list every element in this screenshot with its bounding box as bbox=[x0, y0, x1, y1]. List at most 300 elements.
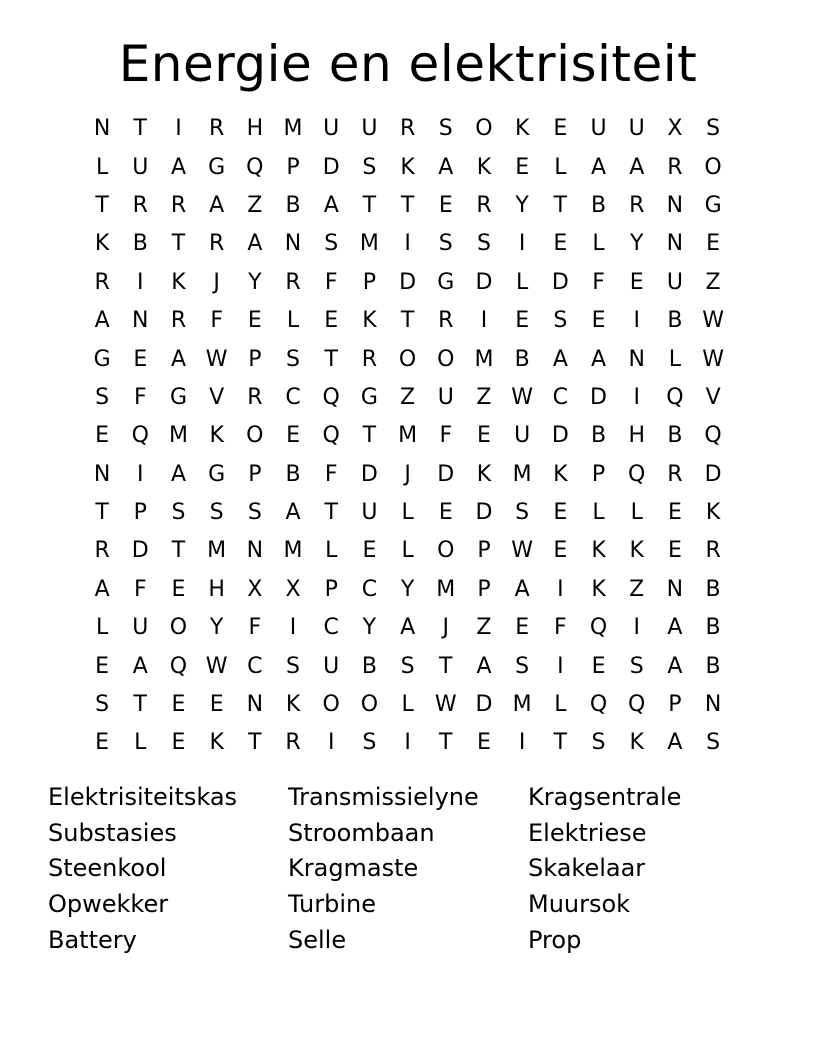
grid-letter: A bbox=[476, 653, 492, 679]
grid-letter: T bbox=[171, 538, 186, 564]
grid-letter: H bbox=[208, 576, 225, 602]
grid-letter: A bbox=[667, 653, 683, 679]
grid-letter: Z bbox=[476, 615, 492, 641]
grid-letter: K bbox=[400, 154, 415, 180]
grid-letter: F bbox=[133, 576, 147, 602]
grid-letter: R bbox=[667, 154, 683, 180]
grid-letter: R bbox=[399, 116, 416, 142]
word-list bbox=[48, 780, 768, 958]
grid-letter: W bbox=[702, 308, 724, 334]
grid-letter: Q bbox=[589, 615, 608, 641]
grid-letter: S bbox=[706, 730, 721, 756]
grid-letter: E bbox=[553, 538, 568, 564]
word-list-item: Elektrisiteitskas bbox=[48, 783, 238, 812]
grid-letter: L bbox=[630, 500, 643, 526]
grid-letter: W bbox=[511, 384, 534, 410]
grid-letter: W bbox=[205, 653, 228, 679]
grid-letter: A bbox=[438, 154, 454, 180]
grid-letter: S bbox=[591, 730, 606, 756]
grid-letter: T bbox=[248, 730, 262, 756]
word-list-row bbox=[48, 816, 768, 852]
grid-letter: N bbox=[246, 538, 264, 564]
grid-letter: D bbox=[322, 154, 340, 180]
grid-letter: W bbox=[205, 346, 228, 372]
grid-letter: R bbox=[94, 269, 110, 295]
grid-letter: M bbox=[398, 423, 418, 449]
grid-letter: D bbox=[704, 461, 722, 487]
grid-letter: T bbox=[362, 423, 377, 449]
grid-row bbox=[83, 609, 733, 647]
grid-letter: D bbox=[437, 461, 455, 487]
grid-letter: U bbox=[590, 116, 607, 142]
grid-letter: I bbox=[137, 269, 144, 295]
grid-letter: S bbox=[324, 231, 339, 257]
grid-letter: K bbox=[285, 692, 301, 718]
grid-letter: L bbox=[401, 692, 414, 718]
grid-letter: Y bbox=[629, 231, 644, 257]
grid-row bbox=[83, 724, 733, 762]
word-list-item: Selle bbox=[288, 925, 347, 954]
grid-letter: W bbox=[702, 346, 724, 372]
grid-letter: Q bbox=[589, 692, 608, 718]
grid-letter: R bbox=[94, 538, 110, 564]
grid-letter: Q bbox=[628, 461, 646, 487]
grid-letter: T bbox=[400, 192, 415, 218]
grid-letter: B bbox=[667, 308, 683, 334]
grid-letter: A bbox=[94, 576, 110, 602]
grid-letter: B bbox=[285, 192, 301, 218]
grid-letter: K bbox=[362, 308, 377, 334]
grid-letter: K bbox=[705, 500, 721, 526]
grid-letter: S bbox=[515, 653, 530, 679]
grid-letter: M bbox=[512, 692, 532, 718]
grid-letter: Y bbox=[248, 269, 262, 295]
grid-letter: A bbox=[170, 346, 186, 372]
grid-letter: A bbox=[209, 192, 225, 218]
grid-letter: A bbox=[94, 308, 110, 334]
grid-letter: V bbox=[209, 384, 225, 410]
grid-row bbox=[83, 302, 733, 340]
grid-letter: I bbox=[557, 653, 564, 679]
grid-letter: T bbox=[324, 346, 338, 372]
grid-letter: K bbox=[476, 461, 492, 487]
grid-letter: L bbox=[95, 615, 109, 641]
grid-letter: T bbox=[171, 231, 186, 257]
grid-letter: S bbox=[706, 116, 721, 142]
grid-letter: S bbox=[400, 653, 415, 679]
grid-letter: D bbox=[475, 269, 493, 295]
grid-letter: E bbox=[95, 423, 110, 449]
grid-letter: R bbox=[209, 231, 225, 257]
grid-letter: P bbox=[286, 154, 300, 180]
grid-letter: I bbox=[518, 231, 526, 257]
grid-letter: S bbox=[476, 231, 491, 257]
grid-letter: S bbox=[209, 500, 224, 526]
grid-letter: A bbox=[591, 346, 607, 372]
grid-letter: L bbox=[286, 308, 300, 334]
grid-letter: K bbox=[629, 730, 644, 756]
grid-letter: H bbox=[628, 423, 645, 449]
grid-letter: D bbox=[475, 692, 493, 718]
word-list-item: Battery bbox=[48, 925, 137, 954]
grid-letter: C bbox=[247, 653, 263, 679]
word-list-row bbox=[48, 887, 768, 923]
grid-letter: B bbox=[705, 615, 721, 641]
grid-letter: L bbox=[592, 231, 605, 257]
grid-letter: R bbox=[132, 192, 148, 218]
grid-letter: U bbox=[628, 116, 645, 142]
grid-letter: U bbox=[132, 615, 149, 641]
grid-letter: M bbox=[283, 538, 303, 564]
grid-letter: U bbox=[361, 500, 378, 526]
grid-letter: K bbox=[514, 116, 530, 142]
grid-letter: Q bbox=[131, 423, 149, 449]
grid-letter: D bbox=[399, 269, 417, 295]
grid-letter: K bbox=[591, 538, 606, 564]
word-list-row bbox=[48, 922, 768, 958]
grid-letter: N bbox=[666, 576, 684, 602]
grid-letter: E bbox=[286, 423, 300, 449]
grid-letter: A bbox=[667, 730, 683, 756]
grid-letter: R bbox=[629, 192, 645, 218]
grid-letter: P bbox=[133, 500, 147, 526]
grid-row bbox=[83, 494, 733, 532]
grid-letter: I bbox=[518, 730, 526, 756]
grid-letter: U bbox=[323, 116, 340, 142]
grid-letter: R bbox=[476, 192, 492, 218]
grid-letter: U bbox=[437, 384, 454, 410]
grid-letter: D bbox=[360, 461, 378, 487]
grid-letter: D bbox=[131, 538, 149, 564]
grid-letter: K bbox=[171, 269, 186, 295]
grid-letter: I bbox=[633, 308, 640, 334]
grid-letter: S bbox=[362, 154, 377, 180]
word-list-item: Elektriese bbox=[528, 818, 647, 847]
grid-letter: F bbox=[439, 423, 453, 449]
grid-letter: A bbox=[400, 615, 416, 641]
word-list-item: Substasies bbox=[48, 818, 177, 847]
grid-letter: Q bbox=[169, 653, 188, 679]
grid-letter: I bbox=[557, 576, 564, 602]
grid-letter: K bbox=[94, 231, 110, 257]
grid-letter: F bbox=[592, 269, 605, 295]
grid-letter: I bbox=[404, 231, 411, 257]
grid-letter: E bbox=[591, 653, 606, 679]
grid-letter: R bbox=[170, 308, 187, 334]
grid-letter: C bbox=[323, 615, 339, 641]
grid-letter: S bbox=[95, 692, 110, 718]
grid-letter: A bbox=[323, 192, 339, 218]
grid-letter: Z bbox=[400, 384, 416, 410]
grid-letter: J bbox=[442, 615, 450, 641]
grid-letter: K bbox=[209, 423, 224, 449]
grid-letter: O bbox=[398, 346, 417, 372]
grid-letter: U bbox=[514, 423, 531, 449]
grid-letter: D bbox=[590, 384, 607, 410]
grid-letter: B bbox=[705, 653, 721, 679]
grid-letter: K bbox=[209, 730, 224, 756]
grid-letter: E bbox=[667, 500, 682, 526]
page-title: Energie en elektrisiteit bbox=[118, 35, 698, 93]
word-list-row bbox=[48, 780, 768, 816]
grid-letter: E bbox=[438, 500, 453, 526]
grid-letter: X bbox=[247, 576, 263, 602]
grid-letter: I bbox=[289, 615, 297, 641]
grid-letter: L bbox=[516, 269, 529, 295]
grid-letter: L bbox=[134, 730, 147, 756]
grid-letter: W bbox=[511, 538, 534, 564]
grid-letter: S bbox=[286, 346, 301, 372]
grid-letter: X bbox=[667, 116, 683, 142]
word-list-item: Turbine bbox=[288, 890, 376, 919]
word-list-item: Opwekker bbox=[48, 890, 169, 919]
grid-letter: E bbox=[95, 653, 110, 679]
grid-letter: M bbox=[359, 231, 379, 257]
grid-letter: N bbox=[246, 692, 264, 718]
grid-letter: T bbox=[553, 192, 568, 218]
grid-letter: F bbox=[324, 461, 338, 487]
grid-row bbox=[83, 532, 733, 570]
grid-letter: E bbox=[171, 730, 186, 756]
grid-letter: N bbox=[93, 116, 111, 142]
grid-letter: I bbox=[404, 730, 411, 756]
grid-letter: B bbox=[285, 461, 301, 487]
grid-letter: A bbox=[591, 154, 607, 180]
grid-letter: G bbox=[169, 384, 187, 410]
grid-letter: N bbox=[284, 231, 302, 257]
grid-row bbox=[83, 647, 733, 685]
grid-letter: G bbox=[437, 269, 455, 295]
grid-letter: G bbox=[704, 192, 722, 218]
word-list-item: Kragsentrale bbox=[528, 783, 682, 812]
grid-letter: B bbox=[590, 423, 607, 449]
grid-row bbox=[83, 264, 733, 302]
grid-letter: Q bbox=[628, 692, 646, 718]
grid-letter: A bbox=[170, 154, 186, 180]
grid-letter: L bbox=[668, 346, 682, 372]
grid-row bbox=[83, 187, 733, 225]
grid-letter: A bbox=[285, 500, 301, 526]
grid-letter: Z bbox=[247, 192, 263, 218]
grid-letter: N bbox=[666, 231, 684, 257]
grid-letter: Y bbox=[515, 192, 529, 218]
grid-letter: R bbox=[361, 346, 378, 372]
grid-letter: S bbox=[629, 653, 644, 679]
grid-row bbox=[83, 225, 733, 263]
grid-letter: O bbox=[437, 538, 455, 564]
grid-letter: E bbox=[553, 231, 568, 257]
grid-letter: I bbox=[175, 116, 182, 142]
grid-letter: E bbox=[477, 730, 491, 756]
grid-letter: Q bbox=[322, 423, 340, 449]
grid-letter: R bbox=[285, 730, 301, 756]
grid-letter: F bbox=[248, 615, 262, 641]
grid-letter: E bbox=[515, 154, 530, 180]
grid-row bbox=[83, 571, 733, 609]
word-list-row bbox=[48, 851, 768, 887]
grid-letter: F bbox=[133, 384, 147, 410]
grid-letter: L bbox=[325, 538, 338, 564]
grid-letter: F bbox=[210, 308, 223, 334]
grid-letter: A bbox=[552, 346, 568, 372]
grid-row bbox=[83, 340, 733, 378]
grid-letter: Q bbox=[666, 384, 684, 410]
word-list-item: Transmissielyne bbox=[288, 783, 479, 812]
word-list-item: Skakelaar bbox=[528, 854, 646, 883]
grid-letter: T bbox=[324, 500, 338, 526]
grid-letter: P bbox=[668, 692, 682, 718]
grid-letter: E bbox=[438, 192, 453, 218]
grid-letter: F bbox=[554, 615, 567, 641]
grid-letter: A bbox=[667, 615, 683, 641]
grid-letter: O bbox=[360, 692, 379, 718]
grid-letter: C bbox=[552, 384, 569, 410]
grid-letter: T bbox=[133, 692, 147, 718]
grid-letter: Z bbox=[705, 269, 721, 295]
word-list-item: Kragmaste bbox=[288, 854, 419, 883]
grid-letter: E bbox=[324, 308, 339, 334]
grid-letter: U bbox=[666, 269, 683, 295]
grid-letter: R bbox=[438, 308, 454, 334]
grid-letter: E bbox=[95, 730, 110, 756]
grid-letter: F bbox=[324, 269, 338, 295]
grid-letter: E bbox=[553, 500, 568, 526]
grid-letter: Y bbox=[362, 615, 377, 641]
grid-letter: Y bbox=[400, 576, 415, 602]
grid-letter: H bbox=[246, 116, 264, 142]
grid-letter: Y bbox=[209, 615, 224, 641]
grid-letter: R bbox=[285, 269, 301, 295]
grid-letter: D bbox=[475, 500, 493, 526]
grid-letter: T bbox=[95, 192, 109, 218]
grid-letter: S bbox=[247, 500, 262, 526]
grid-letter: I bbox=[633, 615, 640, 641]
grid-letter: J bbox=[213, 269, 220, 295]
grid-letter: L bbox=[592, 500, 605, 526]
grid-letter: O bbox=[437, 346, 455, 372]
grid-letter: G bbox=[360, 384, 378, 410]
grid-letter: E bbox=[515, 308, 530, 334]
grid-letter: B bbox=[514, 346, 530, 372]
grid-letter: A bbox=[132, 653, 148, 679]
grid-letter: S bbox=[515, 500, 530, 526]
grid-letter: Z bbox=[629, 576, 645, 602]
grid-letter: O bbox=[169, 615, 188, 641]
word-list-item: Steenkool bbox=[48, 854, 167, 883]
grid-letter: M bbox=[474, 346, 494, 372]
grid-letter: P bbox=[248, 461, 262, 487]
grid-letter: E bbox=[171, 576, 186, 602]
grid-letter: B bbox=[590, 192, 607, 218]
grid-letter: E bbox=[591, 308, 606, 334]
grid-letter: L bbox=[401, 500, 414, 526]
grid-letter: N bbox=[704, 692, 722, 718]
grid-letter: U bbox=[323, 653, 340, 679]
grid-letter: G bbox=[93, 346, 111, 372]
grid-letter: R bbox=[209, 116, 225, 142]
grid-letter: K bbox=[553, 461, 568, 487]
grid-letter: C bbox=[361, 576, 378, 602]
grid-letter: R bbox=[247, 384, 263, 410]
grid-letter: I bbox=[327, 730, 335, 756]
grid-letter: Q bbox=[704, 423, 722, 449]
grid-letter: E bbox=[706, 231, 721, 257]
grid-letter: T bbox=[133, 116, 147, 142]
grid-letter: Q bbox=[322, 384, 340, 410]
grid-letter: L bbox=[554, 154, 567, 180]
grid-letter: B bbox=[705, 576, 721, 602]
grid-letter: U bbox=[361, 116, 378, 142]
grid-letter: I bbox=[480, 308, 488, 334]
grid-letter: M bbox=[168, 423, 188, 449]
grid-letter: A bbox=[170, 461, 186, 487]
grid-letter: G bbox=[208, 154, 226, 180]
grid-letter: P bbox=[477, 538, 491, 564]
grid-letter: O bbox=[322, 692, 340, 718]
grid-letter: R bbox=[667, 461, 683, 487]
grid-letter: E bbox=[133, 346, 148, 372]
grid-letter: M bbox=[207, 538, 227, 564]
grid-letter: P bbox=[248, 346, 262, 372]
grid-letter: I bbox=[137, 461, 144, 487]
word-list-item: Prop bbox=[528, 925, 582, 954]
grid-letter: D bbox=[551, 269, 569, 295]
grid-letter: E bbox=[171, 692, 186, 718]
grid-letter: S bbox=[362, 730, 377, 756]
grid-letter: C bbox=[285, 384, 301, 410]
grid-letter: W bbox=[434, 692, 457, 718]
grid-letter: E bbox=[477, 423, 491, 449]
grid-letter: P bbox=[591, 461, 606, 487]
grid-letter: M bbox=[436, 576, 456, 602]
grid-letter: S bbox=[286, 653, 301, 679]
grid-letter: P bbox=[362, 269, 377, 295]
grid-letter: X bbox=[285, 576, 301, 602]
grid-letter: A bbox=[514, 576, 530, 602]
grid-letter: B bbox=[132, 231, 148, 257]
grid-letter: I bbox=[633, 384, 640, 410]
grid-letter: A bbox=[629, 154, 645, 180]
grid-letter: K bbox=[476, 154, 492, 180]
grid-letter: T bbox=[362, 192, 377, 218]
grid-letter: T bbox=[95, 500, 109, 526]
grid-letter: O bbox=[246, 423, 264, 449]
grid-letter: Q bbox=[246, 154, 264, 180]
grid-letter: B bbox=[667, 423, 683, 449]
grid-letter: A bbox=[247, 231, 263, 257]
grid-letter: S bbox=[438, 231, 453, 257]
grid-letter: L bbox=[554, 692, 567, 718]
word-list-item: Muursok bbox=[528, 890, 631, 919]
grid-letter: J bbox=[404, 461, 411, 487]
grid-letter: R bbox=[170, 192, 187, 218]
grid-letter: T bbox=[400, 308, 415, 334]
grid-letter: R bbox=[705, 538, 721, 564]
grid-letter: M bbox=[283, 116, 303, 142]
grid-letter: K bbox=[591, 576, 606, 602]
letter-grid bbox=[83, 110, 733, 763]
grid-letter: E bbox=[209, 692, 224, 718]
grid-letter: L bbox=[401, 538, 414, 564]
grid-letter: E bbox=[553, 116, 568, 142]
grid-row bbox=[83, 110, 733, 148]
grid-row bbox=[83, 379, 733, 417]
grid-letter: O bbox=[475, 116, 493, 142]
grid-letter: E bbox=[515, 615, 530, 641]
grid-letter: B bbox=[361, 653, 377, 679]
grid-letter: P bbox=[477, 576, 491, 602]
grid-letter: O bbox=[704, 154, 722, 180]
